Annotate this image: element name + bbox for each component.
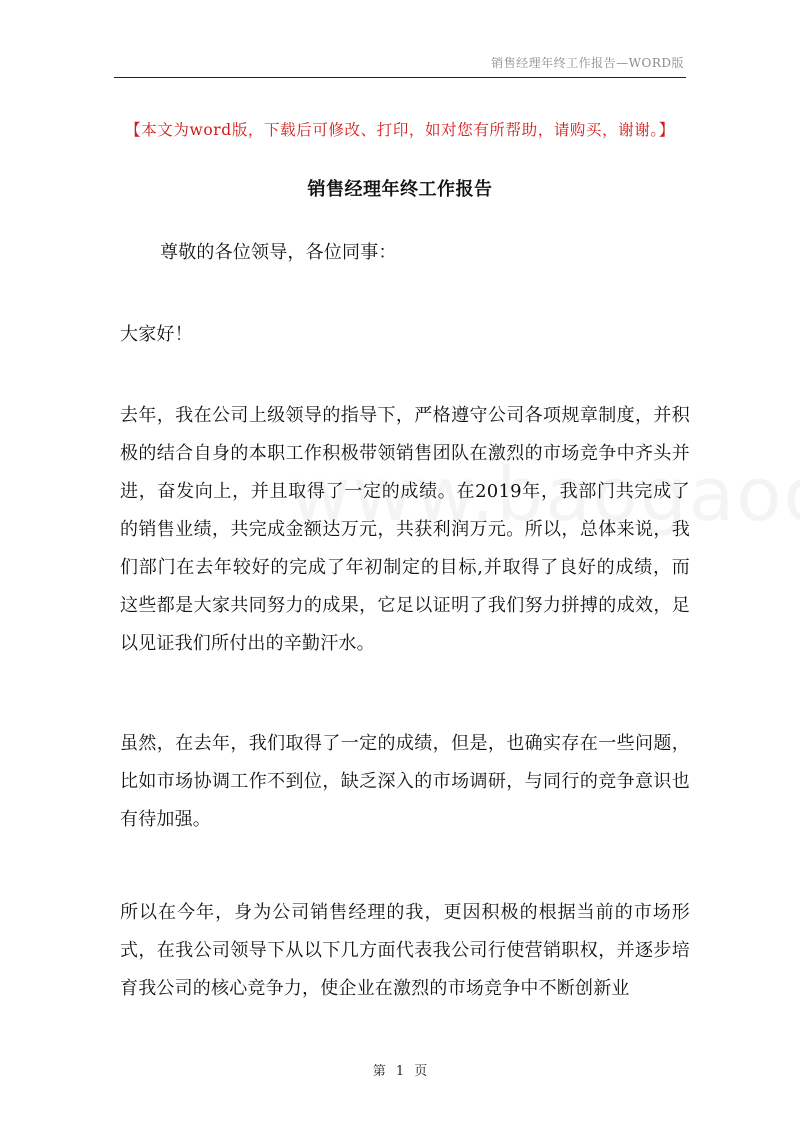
document-title: 销售经理年终工作报告 [307, 179, 493, 200]
salutation: 尊敬的各位领导，各位同事： [160, 242, 397, 263]
footer-suffix: 页 [414, 1064, 428, 1079]
paragraph-1: 去年，我在公司上级领导的指导下，严格遵守公司各项规章制度，并积极的结合自身的本职工作积极带领销售团队在激烈的市场竞争中齐头并进，奋发向上，并且取得了一定的成绩。在2019年，我部门共完成了的销售业绩，共完成金额达万元，共获利润万元。所以，总体来说，我们部门在去年较好的完成了年初制定的目标,并取得了良好的成绩，而这些都是大家共同努力的成果，它足以证明了我们努力拼搏的成效，足以见证我们所付出的辛勤汗水。 [120, 405, 690, 654]
page-number: 1 [395, 1064, 405, 1079]
footer-prefix: 第 [372, 1064, 386, 1079]
paragraph-2: 虽然，在去年，我们取得了一定的成绩，但是，也确实存在一些问题，比如市场协调工作不到位，缺乏深入的市场调研，与同行的竞争意识也有待加强。 [120, 733, 690, 830]
download-notice: 【本文为word版，下载后可修改、打印，如对您有所帮助，请购买，谢谢。】 [125, 121, 675, 139]
page-footer [0, 1060, 800, 1079]
paragraph-3: 所以在今年，身为公司销售经理的我，更因积极的根据当前的市场形式，在我公司领导下从以下几方面代表我公司行使营销职权，并逐步培育我公司的核心竞争力，使企业在激烈的市场竞争中不断创新业 [120, 902, 690, 999]
running-header: 销售经理年终工作报告—WORD版 [491, 56, 684, 70]
header-divider [114, 77, 686, 78]
greeting: 大家好！ [120, 324, 193, 345]
